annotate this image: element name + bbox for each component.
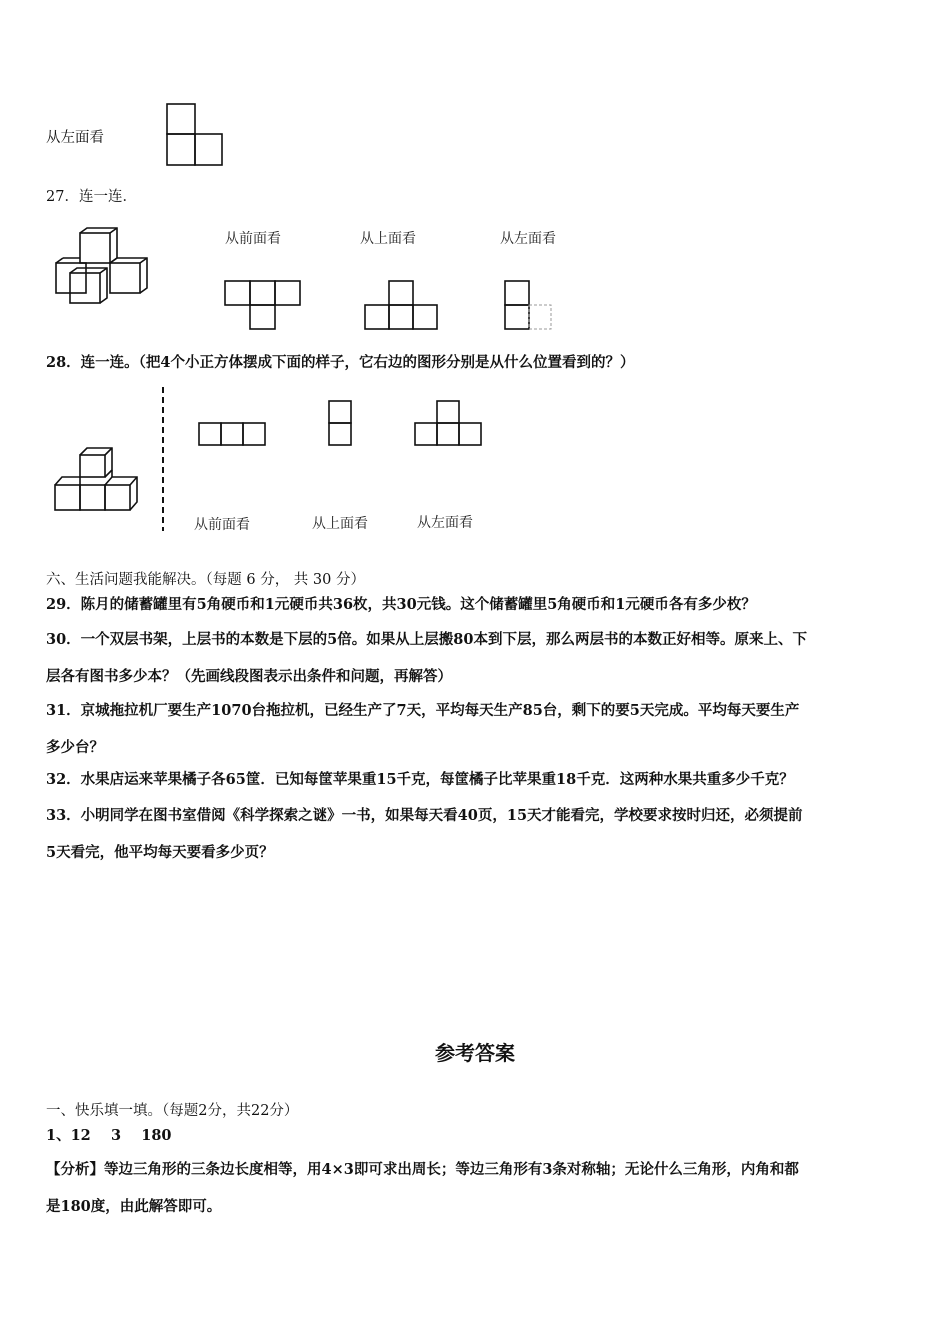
answers-part1-title: 一、快乐填一填。（每题2分，共22分） — [46, 1103, 299, 1119]
q30-text-line2: 层各有图书多少本？（先画线段图表示出条件和问题，再解答） — [46, 668, 452, 685]
analysis-line1: 【分析】等边三角形的三条边长度相等，用4×3即可求出周长；等边三角形有3条对称轴；无论什么三角形，内角和都 — [46, 1161, 799, 1178]
q28-cube-figure — [50, 445, 155, 520]
answers-title: 参考答案 — [435, 1041, 515, 1065]
q29-text: 29．陈月的储蓄罐里有5角硬币和1元硬币共36枚，共30元钱。这个储蓄罐里5角硬币和1元硬币各有多少枚？ — [46, 596, 756, 613]
q26-view-label: 从左面看 — [46, 130, 104, 146]
q27-caption-top: 从上面看 — [360, 231, 416, 247]
q33-text-line1: 33．小明同学在图书室借阅《科学探索之谜》一书，如果每天看40页，15天才能看完，学校要求按时归还，必须提前 — [46, 807, 803, 824]
q32-text: 32．水果店运来苹果橘子各65筐．已知每筐苹果重15千克，每筐橘子比苹果重18千克．这两种水果共重多少千克？ — [46, 771, 794, 788]
q28-dashed-divider — [158, 385, 168, 533]
q30-text-line1: 30．一个双层书架，上层书的本数是下层的5倍。如果从上层搬80本到下层，那么两层书的本数正好相等。原来上、下 — [46, 631, 807, 648]
q28-shape-t — [412, 398, 484, 448]
q27-top-view-shape — [362, 278, 442, 333]
section6-title: 六、生活问题我能解决。（每题 6 分， 共 30 分） — [46, 572, 365, 588]
q27-front-view-shape — [222, 278, 302, 333]
q33-text-line2: 5天看完，他平均每天要看多少页？ — [46, 844, 274, 861]
q28-caption-top: 从上面看 — [312, 516, 368, 532]
q28-shape-2x1 — [326, 398, 356, 448]
q28-title: 28．连一连。（把4个小正方体摆成下面的样子，它右边的图形分别是从什么位置看到的？） — [46, 354, 635, 371]
q28-shape-1x3 — [196, 420, 268, 448]
q28-caption-front: 从前面看 — [194, 517, 250, 533]
q27-cube-figure — [50, 225, 160, 310]
answer-1: 1、12 3 180 — [46, 1127, 172, 1144]
analysis-line2: 是180度，由此解答即可。 — [46, 1198, 222, 1215]
q27-title: 27．连一连． — [46, 189, 137, 205]
q31-text-line1: 31．京城拖拉机厂要生产1070台拖拉机，已经生产了7天，平均每天生产85台，剩下的要5天完成。平均每天要生产 — [46, 702, 800, 719]
q26-left-view-figure — [160, 100, 230, 170]
q27-caption-left: 从左面看 — [500, 231, 556, 247]
q27-caption-front: 从前面看 — [225, 231, 281, 247]
q27-left-view-shape — [500, 278, 560, 333]
q31-text-line2: 多少台？ — [46, 739, 104, 756]
q28-caption-left: 从左面看 — [417, 515, 473, 531]
